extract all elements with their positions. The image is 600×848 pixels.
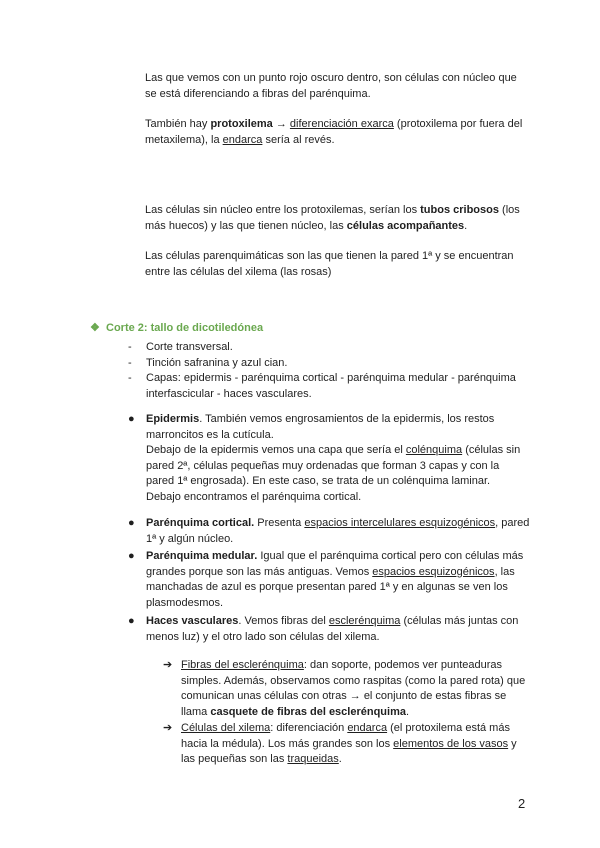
text: (el protoxilema está más hacia la médula). Los más grandes son los <box>181 722 510 750</box>
bullet-text <box>128 549 530 611</box>
arrow-item-fibras <box>163 658 530 720</box>
term-fibras-esclerenquima: Fibras del esclerénquima <box>181 659 304 671</box>
text: , las manchadas de azul es porque presentan pared 1ª y en algunas se ven los plasmodesmos. <box>146 565 515 609</box>
bullet-icon: ● <box>128 517 135 529</box>
bullet-parenquima-cortical <box>128 516 530 547</box>
term-espacios-esquizogenicos: espacios esquizogénicos <box>372 565 495 578</box>
bullet-haces-vasculares <box>128 614 530 645</box>
paragraph-parenquimaticas: Las células parenquimáticas son las que tienen la pared 1ª y se encuentran entre las células del xilema (las rosas) <box>145 250 514 278</box>
text: Igual que el parénquima cortical pero con células más grandes porque son las más antiguas. Vemos <box>146 550 524 578</box>
page-number: 2 <box>518 796 526 811</box>
term-espacios-intercelulares: espacios intercelulares esquizogénicos <box>304 517 496 529</box>
text: . <box>405 705 410 718</box>
term-esclerenquima: esclerénquima <box>328 615 401 627</box>
arrow-item-text <box>163 721 530 768</box>
text: → <box>272 118 290 130</box>
term-casquete: casquete de fibras del esclerénquima <box>210 705 406 718</box>
dash-marker: - <box>128 372 132 384</box>
term-parenquima-medular: Parénquima medular. <box>146 550 258 562</box>
term-diferenciacion-exarca: diferenciación exarca <box>289 118 394 130</box>
arrow-right-icon: ➔ <box>163 722 173 734</box>
text: (protoxilema por fuera del metaxilema), la <box>145 118 523 146</box>
arrow-item-text <box>163 658 530 720</box>
bullet-text <box>128 412 530 505</box>
diamond-bullet-icon: ❖ <box>90 322 100 334</box>
text: Las células sin núcleo entre los protoxilemas, serían los <box>145 204 421 216</box>
term-colenquima: colénquima <box>405 444 463 456</box>
text: . También vemos engrosamientos de la epidermis, los restos marroncitos es la cutícula. <box>146 413 495 441</box>
text: . Vemos fibras del <box>238 615 329 627</box>
text: sería al revés. <box>262 133 335 146</box>
list-item <box>128 340 530 356</box>
text: . <box>464 219 468 232</box>
text: Presenta <box>254 517 305 529</box>
term-parenquima-cortical: Parénquima cortical. <box>146 517 255 529</box>
bullet-parenquima-medular <box>128 549 530 611</box>
dash-marker: - <box>128 356 132 369</box>
term-tubos-cribosos: tubos cribosos <box>420 204 499 216</box>
term-endarca: endarca <box>222 133 263 146</box>
list-item-text: Tinción safranina y azul cian. <box>146 356 288 369</box>
list-item <box>128 371 530 402</box>
text: (células más juntas con menos luz) y el otro lado son células del xilema. <box>146 615 519 643</box>
term-endarca: endarca <box>347 722 388 734</box>
term-haces-vasculares: Haces vasculares <box>146 615 239 627</box>
bullet-icon: ● <box>128 413 135 425</box>
text: y las pequeñas son las <box>181 737 517 765</box>
text: Debajo encontramos el parénquima cortical. <box>146 490 362 503</box>
term-elementos-vasos: elementos de los vasos <box>393 737 509 750</box>
list-item <box>128 356 530 372</box>
text: : diferenciación <box>270 722 348 734</box>
text: (los más huecos) y las que tienen núcleo, las <box>145 204 520 232</box>
bullet-text <box>128 614 530 645</box>
dash-marker: - <box>128 341 132 353</box>
list-item-text: Capas: epidermis - parénquima cortical - parénquima medular - parénquima interfascicular - haces vasculares. <box>146 372 516 400</box>
dash-list <box>128 340 530 402</box>
text: : dan soporte, podemos ver punteaduras simples. Además, observamos como raspitas (como la pared rota) que comunican unas células con otras → el conjunto de estas fibras se llama <box>181 659 526 718</box>
arrow-right-icon: ➔ <box>163 659 173 671</box>
term-celulas-xilema: Células del xilema <box>181 722 271 734</box>
bullet-text <box>128 516 530 547</box>
text: También hay <box>145 118 211 130</box>
paragraph-tubos-cribosos <box>145 203 530 234</box>
list-item-text: Corte transversal. <box>146 341 233 353</box>
text: . <box>338 753 342 765</box>
bullet-epidermis <box>128 412 530 505</box>
paragraph-protoxylem <box>145 117 530 148</box>
term-protoxilema: protoxilema <box>210 118 273 130</box>
term-celulas-acompanantes: células acompañantes <box>346 219 465 232</box>
text: Debajo de la epidermis vemos una capa que sería el <box>146 444 406 456</box>
arrow-item-xilema <box>163 721 530 768</box>
text: (células sin pared 2ª, células pequeñas muy ordenadas que forman 3 capas y con la pared 1ª engrosada). En este caso, se trata de un colénquima laminar. <box>146 444 521 487</box>
bullet-icon: ● <box>128 550 135 562</box>
bullet-icon: ● <box>128 615 135 627</box>
section-heading <box>90 321 263 336</box>
paragraph-nucleus-red-dot: Las que vemos con un punto rojo oscuro dentro, son células con núcleo que se está diferenciando a fibras del parénquima. <box>145 72 517 100</box>
term-traqueidas: traqueidas <box>287 753 339 765</box>
section-title: Corte 2: tallo de dicotiledónea <box>106 322 264 334</box>
text: , pared 1ª y algún núcleo. <box>146 517 530 545</box>
term-epidermis: Epidermis <box>146 413 200 425</box>
